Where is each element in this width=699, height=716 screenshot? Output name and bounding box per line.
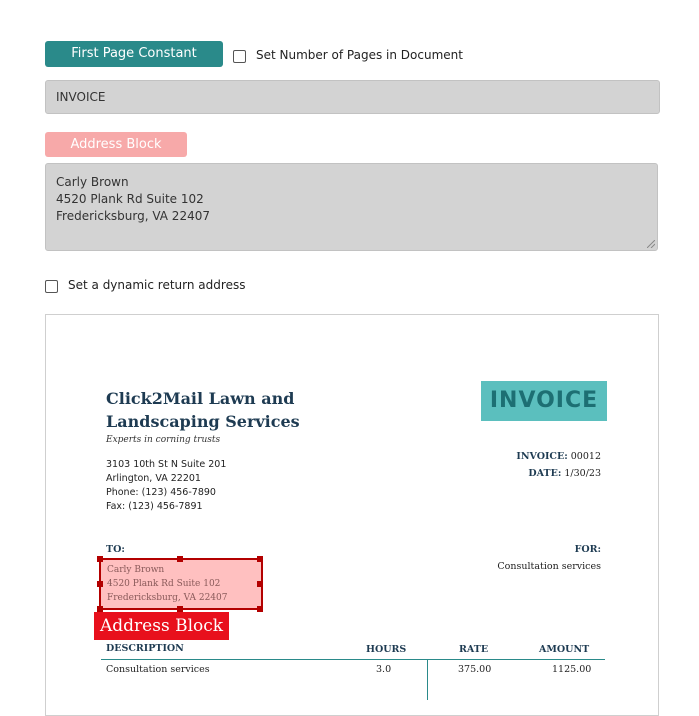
company-name-line1: Click2Mail Lawn and: [106, 389, 295, 408]
table-column-divider: [427, 660, 428, 700]
dynamic-return-label: Set a dynamic return address: [68, 278, 246, 292]
first-page-constant-button[interactable]: First Page Constant: [45, 41, 223, 67]
table-header-rate: RATE: [459, 644, 489, 655]
table-header-amount: AMOUNT: [539, 644, 590, 655]
address-block-selection-label: Address Block: [94, 612, 229, 640]
title-field-value: INVOICE: [56, 90, 106, 104]
to-label: TO:: [106, 544, 125, 555]
sender-address-line: 3103 10th St N Suite 201: [106, 459, 227, 470]
for-label: FOR:: [574, 544, 601, 555]
company-name-line2: Landscaping Services: [106, 412, 300, 431]
set-pages-checkbox[interactable]: [233, 50, 246, 63]
resize-handle-icon[interactable]: [647, 240, 655, 248]
recipient-line: Carly Brown: [107, 565, 165, 575]
sender-phone: Phone: (123) 456-7890: [106, 487, 216, 498]
invoice-date: DATE: 1/30/23: [528, 468, 601, 479]
resize-handle-ne[interactable]: [257, 556, 263, 562]
company-tagline: Experts in corning trusts: [106, 435, 221, 445]
address-line: Carly Brown: [56, 175, 129, 189]
address-block-selection[interactable]: [99, 558, 263, 610]
sender-fax: Fax: (123) 456-7891: [106, 501, 203, 512]
table-header-description: DESCRIPTION: [106, 643, 184, 654]
table-header-hours: HOURS: [366, 644, 407, 655]
resize-handle-w[interactable]: [97, 581, 103, 587]
resize-handle-se[interactable]: [257, 606, 263, 612]
address-block-button[interactable]: Address Block: [45, 132, 187, 157]
document-preview: [45, 314, 659, 716]
address-line: Fredericksburg, VA 22407: [56, 209, 210, 223]
table-header-rule: [101, 659, 605, 660]
table-cell-hours: 3.0: [376, 664, 392, 675]
resize-handle-e[interactable]: [257, 581, 263, 587]
table-cell-description: Consultation services: [106, 664, 210, 675]
title-field[interactable]: [45, 80, 660, 114]
address-textarea[interactable]: [45, 163, 658, 251]
table-cell-amount: 1125.00: [552, 664, 592, 675]
address-line: 4520 Plank Rd Suite 102: [56, 192, 204, 206]
invoice-banner: INVOICE: [481, 381, 607, 421]
table-cell-rate: 375.00: [458, 664, 492, 675]
set-pages-label: Set Number of Pages in Document: [256, 48, 463, 62]
sender-address-line: Arlington, VA 22201: [106, 473, 201, 484]
invoice-number: INVOICE: 00012: [516, 451, 601, 462]
dynamic-return-checkbox[interactable]: [45, 280, 58, 293]
recipient-line: Fredericksburg, VA 22407: [107, 593, 228, 603]
recipient-line: 4520 Plank Rd Suite 102: [107, 579, 221, 589]
resize-handle-nw[interactable]: [97, 556, 103, 562]
for-value: Consultation services: [497, 561, 601, 572]
resize-handle-n[interactable]: [177, 556, 183, 562]
